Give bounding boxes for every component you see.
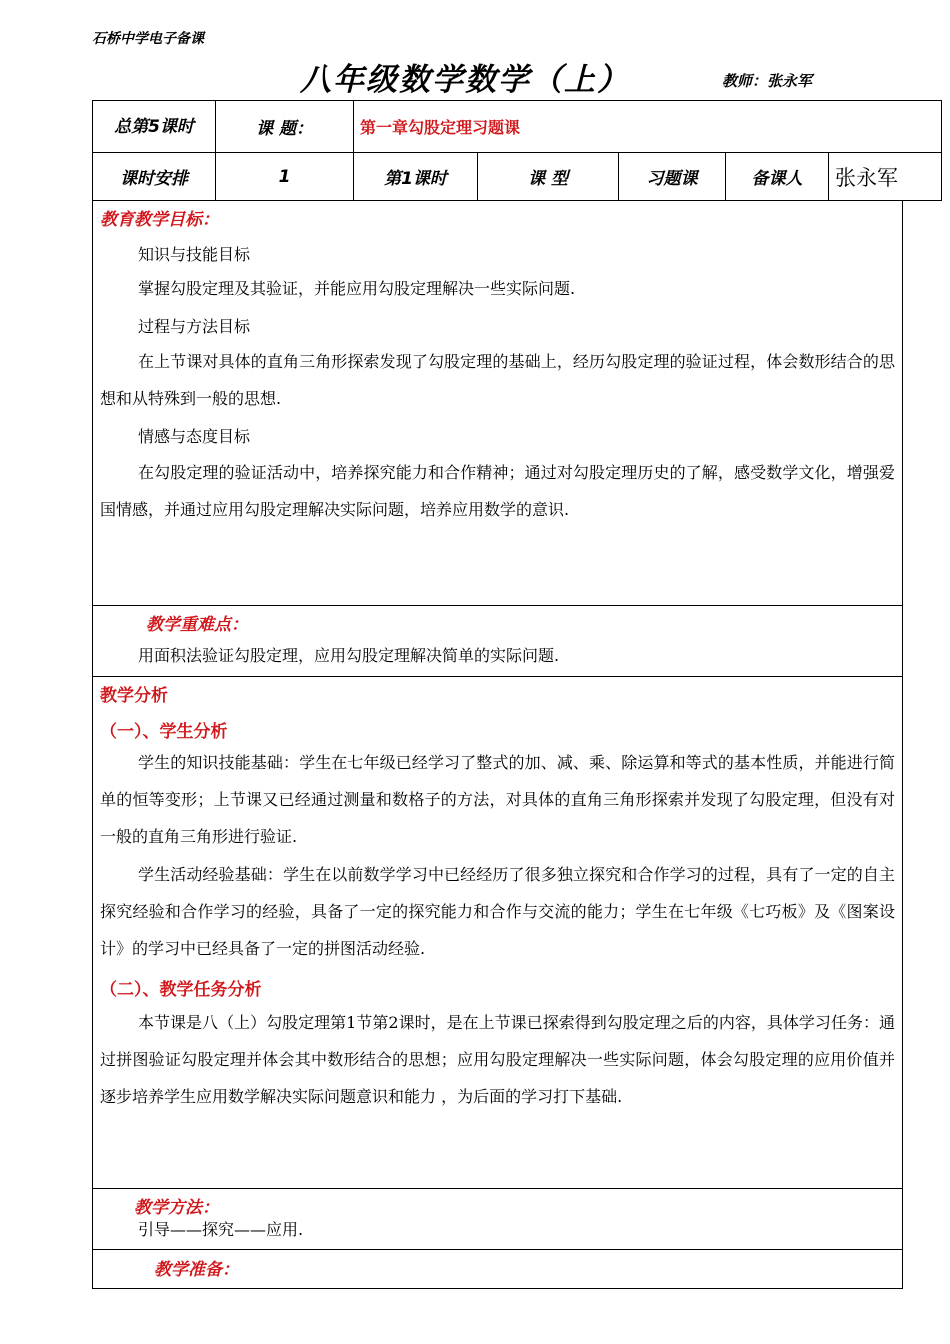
type-label: 课 型 [478, 153, 619, 201]
analysis-title: 教学分析 [100, 686, 168, 706]
type-value: 习题课 [619, 153, 726, 201]
knowledge-goal-text: 掌握勾股定理及其验证，并能应用勾股定理解决一些实际问题. [138, 279, 576, 298]
teacher-name: 教师：张永军 [722, 72, 813, 90]
method-title: 教学方法： [134, 1198, 219, 1218]
attitude-goal-title: 情感与态度目标 [138, 427, 251, 446]
page-title: 八年级数学数学（上） [300, 62, 630, 98]
lesson-number-label: 总第5课时 [93, 101, 216, 153]
keypoints-title: 教学重难点： [146, 615, 248, 635]
student-analysis-p2: 学生活动经验基础：学生在以前数学学习中已经经历了很多独立探究和合作学习的过程，具有了一定的自主探究经验和合作学习的经验，具备了一定的探究能力和合作与交流的能力；学生在七年级《七巧板》及《图案设计》的学习中已经具备了一定的拼图活动经验. [100, 865, 895, 958]
attitude-goal-text: 在勾股定理的验证活动中，培养探究能力和合作精神；通过对勾股定理历史的了解，感受数学文化，增强爱国情感，并通过应用勾股定理解决实际问题，培养应用数学的意识. [100, 463, 895, 519]
preparer-value: 张永军 [829, 153, 942, 201]
schedule-value: 1 [216, 153, 354, 201]
student-analysis-title: （一）、学生分析 [100, 722, 228, 742]
keypoints-text: 用面积法验证勾股定理，应用勾股定理解决简单的实际问题. [138, 646, 560, 665]
goals-title: 教育教学目标： [100, 210, 219, 230]
process-goal-title: 过程与方法目标 [138, 317, 251, 336]
session-label: 第1课时 [354, 153, 478, 201]
prepare-title: 教学准备： [154, 1260, 239, 1280]
student-analysis-p1: 学生的知识技能基础：学生在七年级已经学习了整式的加、减、乘、除运算和等式的基本性质，并能进行简单的恒等变形；上节课又已经通过测量和数格子的方法，对具体的直角三角形探索并发现了勾股定理，但没有对一般的直角三角形进行验证. [100, 753, 895, 846]
task-analysis-p1: 本节课是八（上）勾股定理第1节第2课时，是在上节课已探索得到勾股定理之后的内容，具体学习任务：通过拼图验证勾股定理并体会其中数形结合的思想；应用勾股定理解决一些实际问题，体会勾股定理的应用价值并逐步培养学生应用数学解决实际问题意识和能力 ，为后面的学习打下基础. [100, 1013, 895, 1106]
lesson-info-table [92, 100, 942, 201]
topic-label: 课 题： [216, 101, 354, 153]
topic-value: 第一章勾股定理习题课 [354, 101, 942, 153]
preparer-label: 备课人 [726, 153, 829, 201]
schedule-label: 课时安排 [93, 153, 216, 201]
method-text: 引导——探究——应用. [138, 1220, 304, 1239]
task-analysis-title: （二）、教学任务分析 [100, 980, 262, 1000]
process-goal-text: 在上节课对具体的直角三角形探索发现了勾股定理的基础上，经历勾股定理的验证过程，体会数形结合的思想和从特殊到一般的思想. [100, 352, 895, 408]
knowledge-goal-title: 知识与技能目标 [138, 245, 251, 264]
school-name: 石桥中学电子备课 [92, 31, 204, 47]
